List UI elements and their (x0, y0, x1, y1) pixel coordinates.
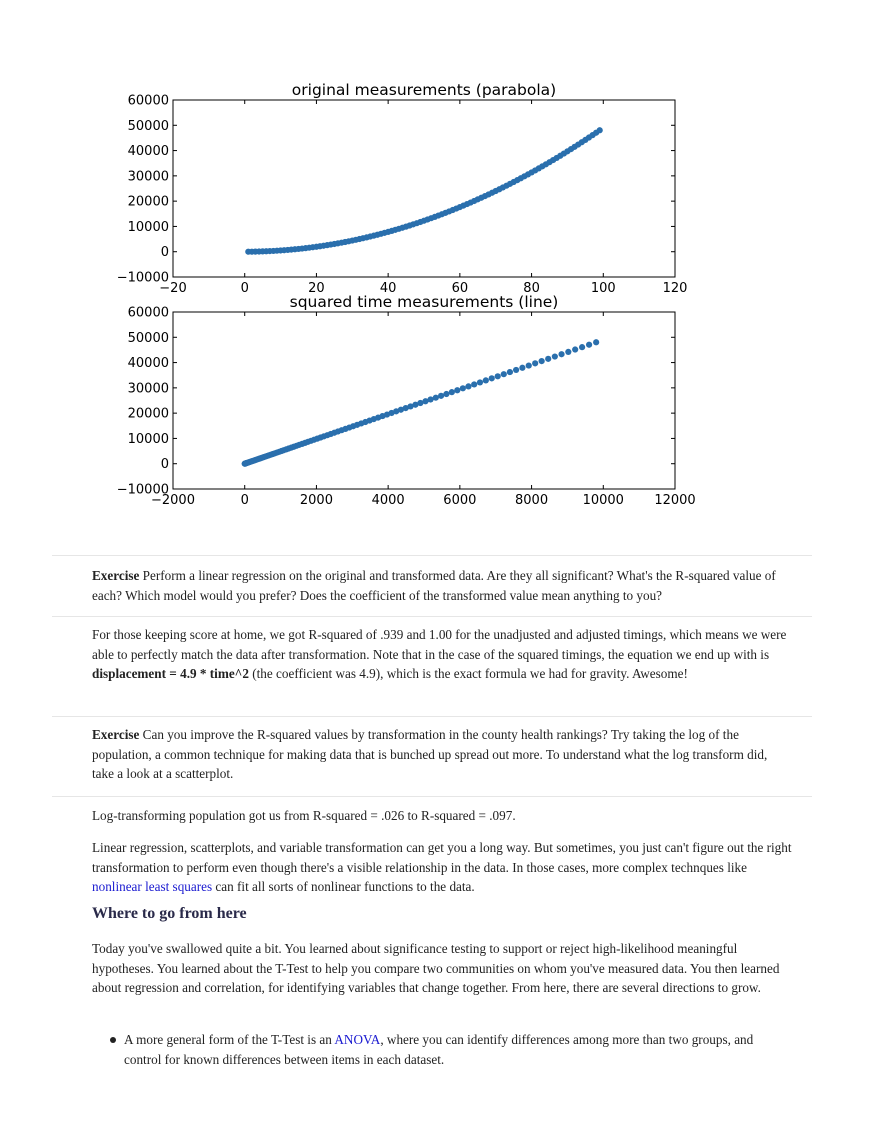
data-point (545, 356, 551, 362)
y-tick-label: 0 (160, 245, 169, 261)
data-point (477, 379, 483, 385)
x-tick-label: 12000 (654, 493, 696, 508)
exercise-label: Exercise (92, 568, 140, 583)
list-item (92, 1030, 792, 1069)
chart-title: original measurements (parabola) (291, 81, 557, 99)
exercise-text: Perform a linear regression on the original and transformed data. Are they all significant? What's the R-squared value of each? Which model would you prefer? Does the coefficient of the transformed value mean anything to you? (92, 568, 776, 603)
data-point (460, 385, 466, 391)
x-tick-label: 120 (662, 281, 688, 296)
figure (110, 70, 740, 540)
x-tick-label: 0 (240, 493, 249, 508)
summary-text: Today you've swallowed quite a bit. You learned about significance testing to support or reject high-likelihood meaningful hypotheses. You learned about the T-Test to help you compare two communities on whom you've measured data. You then learned about regression and correlation, for identifying variables that change together. From here, there are several directions to grow. (92, 941, 780, 996)
y-tick-label: 20000 (127, 406, 169, 422)
x-tick-label: 6000 (443, 493, 477, 508)
gravity-formula: displacement = 4.9 * time^2 (92, 666, 249, 682)
answer-text-end: (the coefficient was 4.9), which is the exact formula we had for gravity. Awesome! (248, 666, 688, 682)
x-tick-label: 0 (240, 281, 249, 296)
answer-box-1 (92, 625, 792, 684)
data-point (495, 373, 501, 379)
y-tick-label: −10000 (116, 482, 169, 498)
y-tick-label: 60000 (127, 93, 169, 109)
y-tick-label: 30000 (127, 381, 169, 397)
data-point (597, 127, 603, 133)
data-point (483, 377, 489, 383)
data-point (433, 395, 439, 401)
exercise-box-1 (92, 566, 792, 605)
bullet-icon (110, 1037, 116, 1043)
x-tick-label: −2000 (151, 493, 195, 508)
answer-text: Log-transforming population got us from R-squared = .026 to R-squared = .097. (92, 808, 516, 823)
x-tick-label: 60 (451, 281, 469, 296)
data-point (519, 365, 525, 371)
list-item-text-end: , where you can identify differences among more than two groups, and control for known differences between items in each dataset. (124, 1032, 754, 1067)
answer-box-2 (92, 806, 792, 826)
data-point (552, 353, 558, 359)
directions-list (92, 1030, 792, 1069)
x-tick-label: 4000 (371, 493, 405, 508)
x-tick-label: 8000 (515, 493, 549, 508)
exercise-label: Exercise (92, 727, 140, 742)
list-item-text-start: A more general form of the T-Test is an (124, 1032, 335, 1047)
y-tick-label: 0 (160, 457, 169, 473)
separator (52, 616, 812, 617)
y-tick-label: 40000 (127, 356, 169, 372)
data-point (513, 367, 519, 373)
data-point (572, 346, 578, 352)
nonlinear-text-end: can fit all sorts of nonlinear functions to the data. (212, 879, 475, 895)
data-point (532, 360, 538, 366)
section-heading: Where to go from here (92, 905, 247, 922)
y-tick-label: 50000 (127, 118, 169, 134)
summary-paragraph (92, 939, 792, 998)
y-tick-label: 10000 (127, 431, 169, 447)
x-tick-label: 2000 (299, 493, 333, 508)
data-point (558, 351, 564, 357)
data-point (454, 387, 460, 393)
x-tick-label: 10000 (582, 493, 624, 508)
y-tick-label: 20000 (127, 194, 169, 210)
data-point (489, 375, 495, 381)
y-tick-label: 50000 (127, 330, 169, 346)
data-point (526, 362, 532, 368)
data-point (443, 391, 449, 397)
data-point (579, 344, 585, 350)
x-tick-label: 20 (308, 281, 325, 296)
exercise-box-2 (92, 725, 792, 784)
data-point (507, 369, 513, 375)
separator (52, 796, 812, 797)
x-tick-label: 80 (523, 281, 540, 296)
nonlinear-paragraph (92, 838, 792, 897)
data-point (593, 339, 599, 345)
anova-link[interactable]: ANOVA (334, 1032, 381, 1047)
x-tick-label: −20 (159, 281, 187, 296)
separator (52, 555, 812, 556)
data-point (501, 371, 507, 377)
data-point (465, 383, 471, 389)
y-tick-label: 60000 (127, 305, 169, 321)
data-point (449, 389, 455, 395)
x-tick-label: 100 (590, 281, 616, 296)
data-point (471, 381, 477, 387)
data-point (586, 342, 592, 348)
data-point (565, 349, 571, 355)
y-tick-label: 30000 (127, 169, 169, 185)
exercise-text: Can you improve the R-squared values by transformation in the county health rankings? Try taking the log of the population, a common technique for making data that is bunched up spread out more. To understand what the log transform did, take a look at a scatterplot. (92, 727, 768, 782)
y-tick-label: −10000 (116, 270, 169, 286)
data-point (539, 358, 545, 364)
data-point (438, 393, 444, 399)
chart-title: squared time measurements (line) (289, 293, 559, 311)
separator (52, 716, 812, 717)
x-tick-label: 40 (379, 281, 397, 296)
nonlinear-least-squares-link[interactable]: nonlinear least squares (92, 879, 213, 895)
y-tick-label: 10000 (127, 219, 169, 235)
answer-text-start: For those keeping score at home, we got R-squared of .939 and 1.00 for the unadjusted and adjusted timings, which means we were able to perfectly match the data after transformation. Note that in the case of the squared timings, the equation we end up with is (92, 627, 787, 662)
y-tick-label: 40000 (127, 144, 169, 160)
nonlinear-text-start: Linear regression, scatterplots, and variable transformation can get you a long way. But sometimes, you just can't figure out the right transformation to perform even though there's a visible relationship in the data. In those cases, more complex technques like (92, 840, 792, 875)
